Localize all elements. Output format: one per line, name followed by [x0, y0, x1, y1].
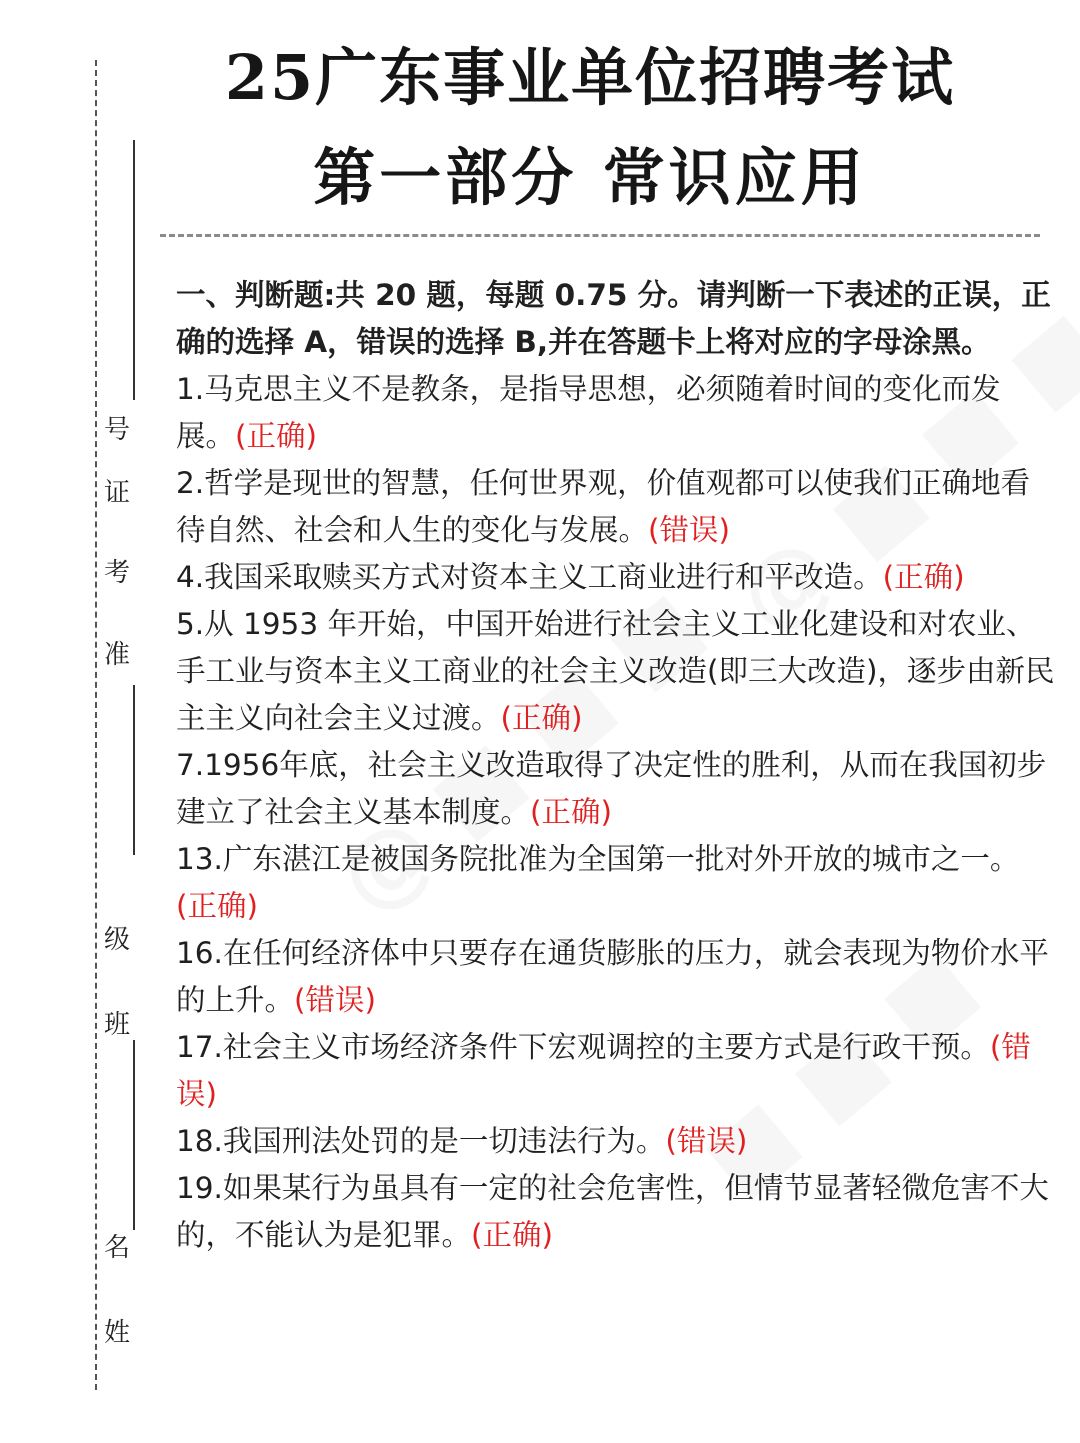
margin-underline-name	[133, 1040, 135, 1230]
question-text: 1.马克思主义不是教条，是指导思想，必须随着时间的变化而发展。	[176, 372, 1001, 453]
margin-label: 班	[103, 1010, 130, 1040]
question-item	[176, 930, 1056, 1024]
answer-label: (错误)	[665, 1124, 748, 1158]
answer-label: (正确)	[882, 560, 965, 594]
question-text: 18.我国刑法处罚的是一切违法行为。	[176, 1124, 666, 1158]
question-text: 2.哲学是现世的智慧，任何世界观，价值观都可以使我们正确地看待自然、社会和人生的变化与发展。	[176, 466, 1031, 547]
question-item	[176, 366, 1056, 460]
margin-label: 级	[103, 925, 130, 955]
margin-label: 证	[103, 478, 130, 508]
binding-dashed-line	[95, 60, 97, 1390]
answer-label: (正确)	[471, 1218, 554, 1252]
answer-label: (正确)	[500, 701, 583, 735]
margin-label: 号	[103, 415, 130, 445]
question-text: 5.从 1953 年开始，中国开始进行社会主义工业化建设和对农业、手工业与资本主义工商业的社会主义改造(即三大改造)，逐步由新民主主义向社会主义过渡。	[176, 607, 1055, 735]
question-item	[176, 1118, 1056, 1165]
answer-label: (正确)	[530, 795, 613, 829]
margin-underline-class	[133, 685, 135, 855]
answer-label: (错误)	[648, 513, 731, 547]
answer-label: (错误)	[294, 983, 377, 1017]
margin-label: 名	[103, 1233, 130, 1263]
page-title: 25广东事业单位招聘考试	[224, 41, 956, 114]
section-title: 第一部分 常识应用	[313, 141, 867, 214]
margin-label: 考	[103, 558, 130, 588]
question-text: 17.社会主义市场经济条件下宏观调控的主要方式是行政干预。	[176, 1030, 990, 1064]
question-item	[176, 742, 1056, 836]
title-divider	[160, 234, 1040, 237]
question-item	[176, 554, 1056, 601]
question-item	[176, 1024, 1056, 1118]
margin-label: 姓	[103, 1318, 130, 1348]
question-text: 7.1956年底，社会主义改造取得了决定性的胜利，从而在我国初步建立了社会主义基本制度。	[176, 748, 1047, 829]
question-item	[176, 460, 1056, 554]
answer-label: (正确)	[235, 419, 318, 453]
instructions: 一、判断题:共 20 题，每题 0.75 分。请判断一下表述的正误，正确的选择 A，错误的选择 B,并在答题卡上将对应的字母涂黑。	[176, 278, 1051, 359]
question-text: 13.广东湛江是被国务院批准为全国第一批对外开放的城市之一。	[176, 842, 1020, 876]
question-text: 16.在任何经济体中只要存在通货膨胀的压力，就会表现为物价水平的上升。	[176, 936, 1049, 1017]
answer-label: (正确)	[176, 889, 259, 923]
question-text: 4.我国采取赎买方式对资本主义工商业进行和平改造。	[176, 560, 883, 594]
question-item	[176, 836, 1056, 930]
question-text: 19.如果某行为虽具有一定的社会危害性，但情节显著轻微危害不大的，不能认为是犯罪。	[176, 1171, 1049, 1252]
question-list	[176, 272, 1056, 1259]
question-item	[176, 601, 1056, 742]
answer-label: (错误)	[176, 1030, 1031, 1111]
question-item	[176, 1165, 1056, 1259]
margin-label: 准	[103, 640, 130, 670]
